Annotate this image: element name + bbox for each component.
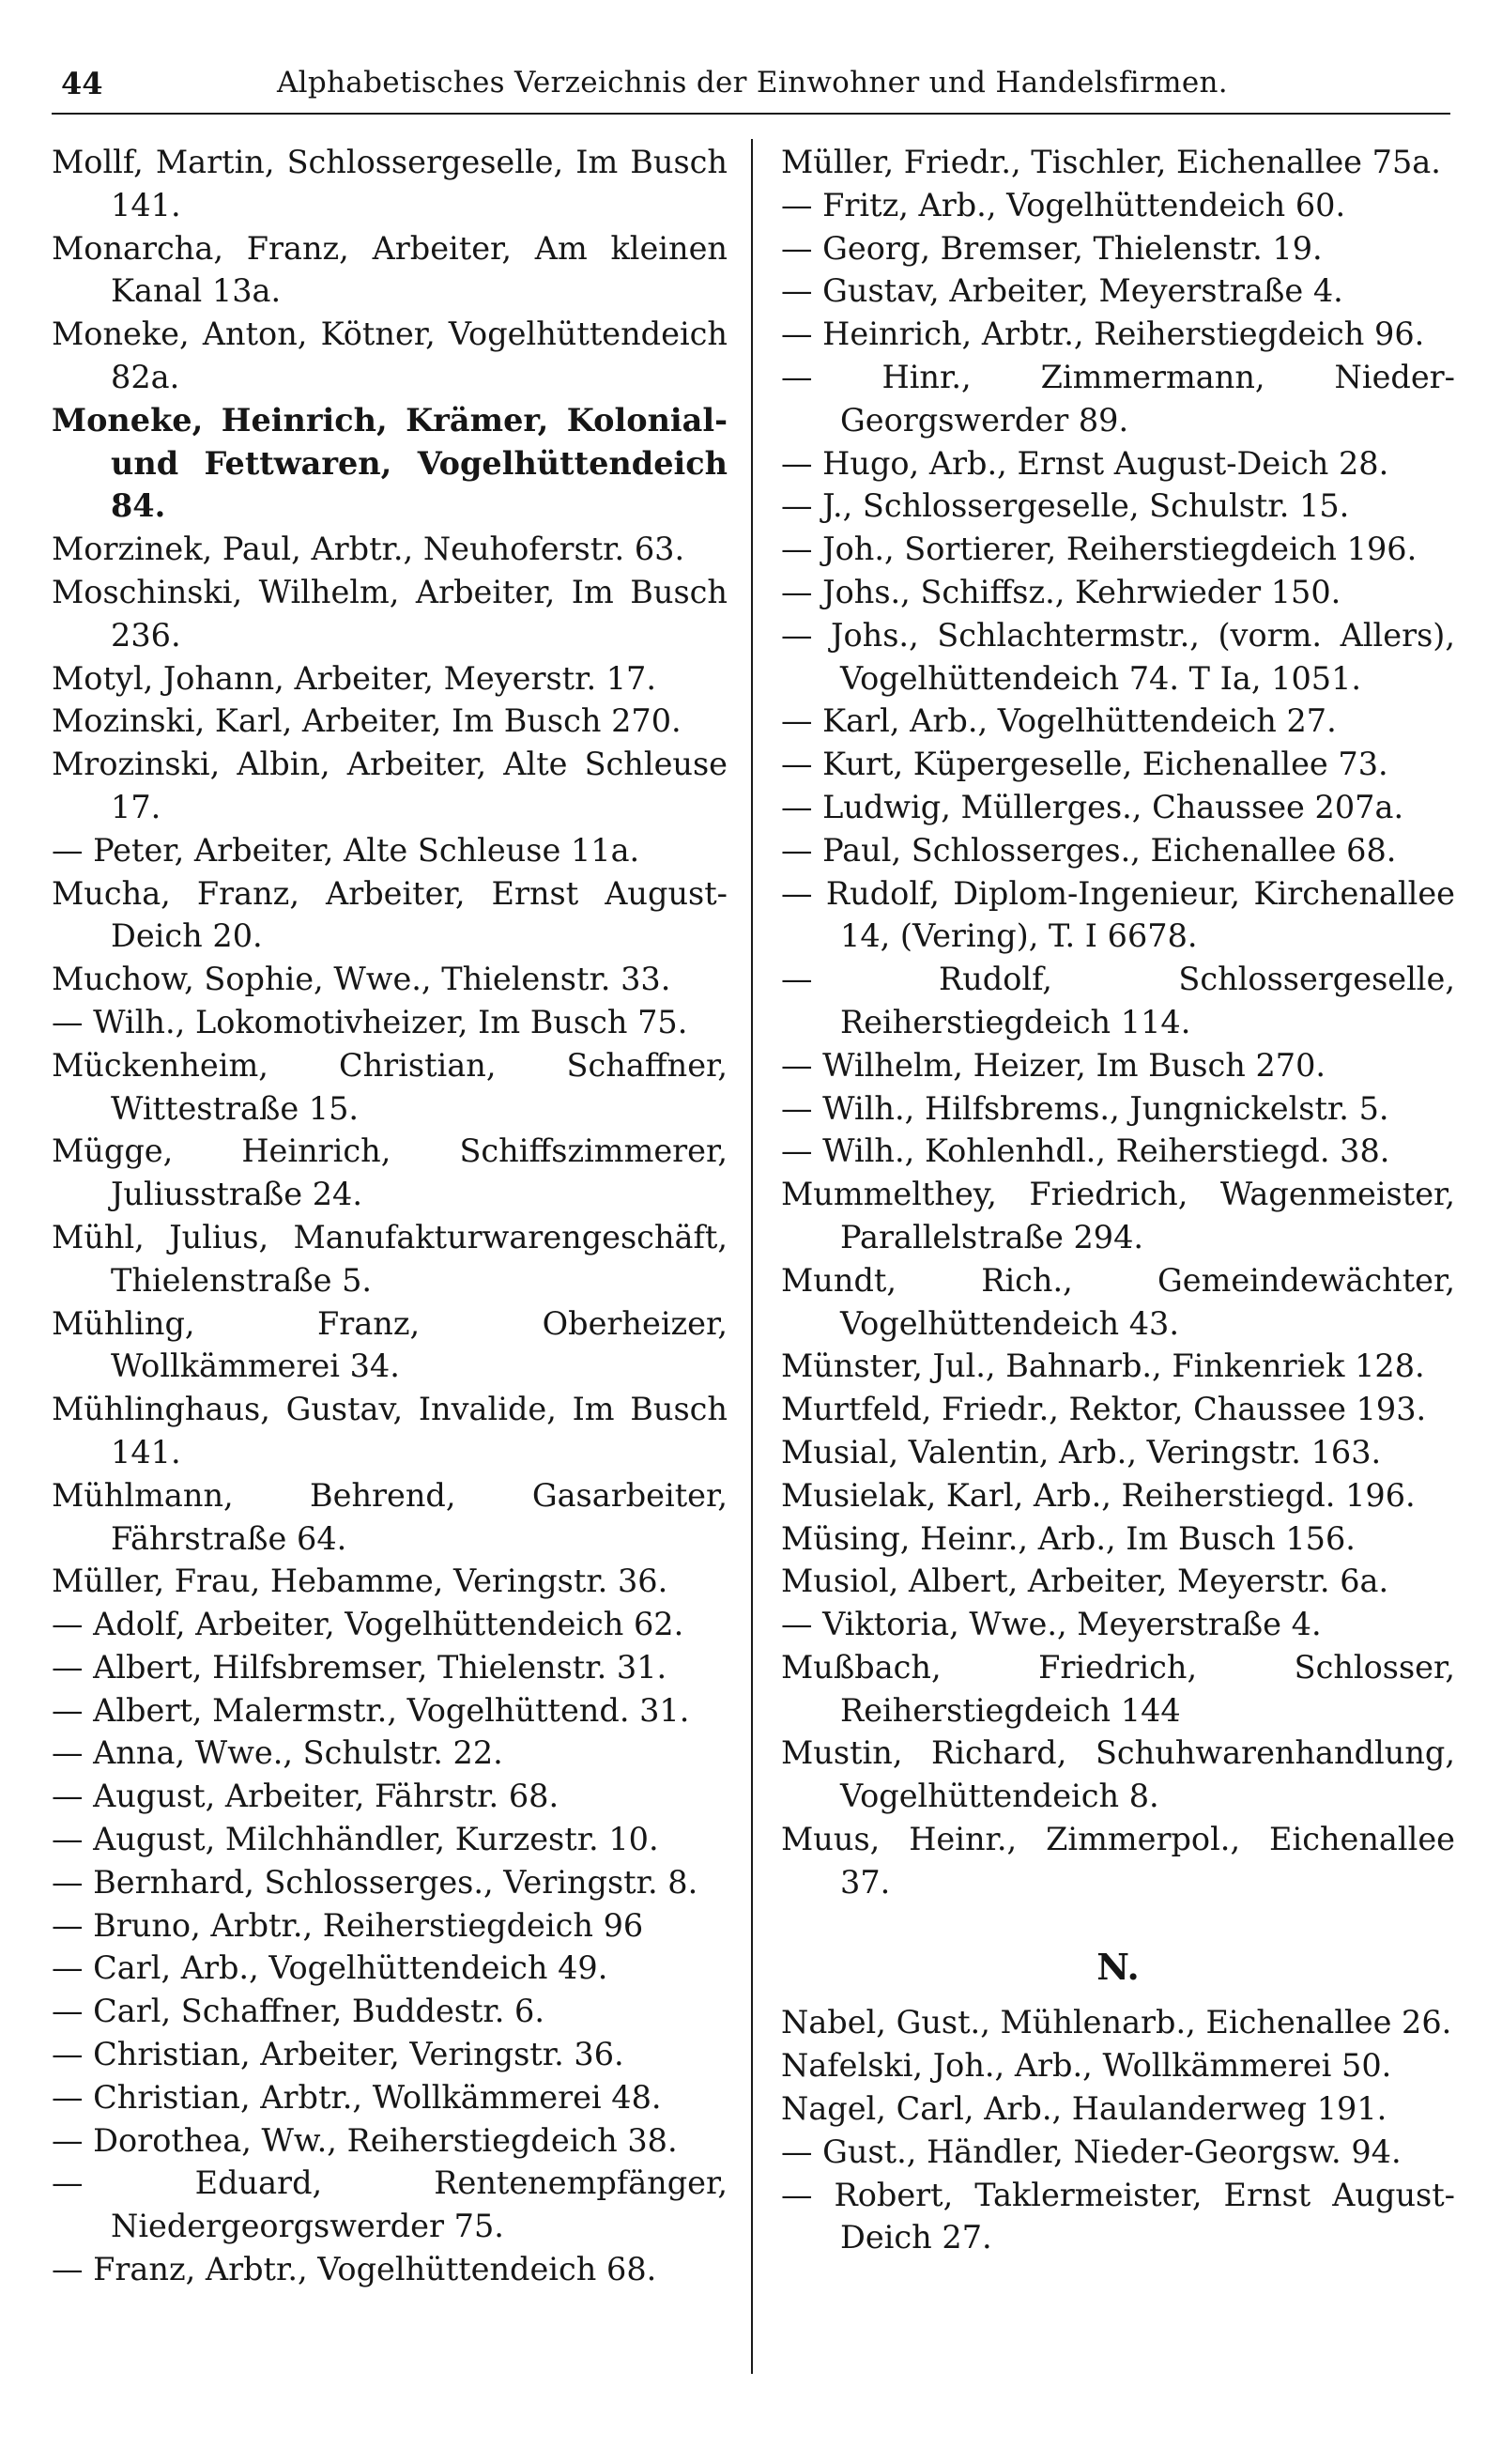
directory-entry: — Johs., Schiffsz., Kehrwieder 150. bbox=[781, 573, 1341, 610]
directory-entry: — Joh., Sortierer, Reiherstiegdeich 196. bbox=[781, 531, 1418, 568]
directory-entry: Muus, Heinr., Zimmerpol., Eichenallee 37. bbox=[781, 1821, 1455, 1901]
directory-entry: Musielak, Karl, Arb., Reiherstiegd. 196. bbox=[781, 1476, 1416, 1514]
directory-entry: — Bernhard, Schlosserges., Veringstr. 8. bbox=[52, 1863, 698, 1901]
directory-entry: Musiol, Albert, Arbeiter, Meyerstr. 6a. bbox=[781, 1563, 1389, 1600]
directory-entry: — Christian, Arbeiter, Veringstr. 36. bbox=[52, 2036, 624, 2073]
directory-entry: — Peter, Arbeiter, Alte Schleuse 11a. bbox=[52, 831, 640, 869]
section-heading-n: N. bbox=[1096, 1945, 1140, 1988]
directory-entry: — Rudolf, Diplom-Ingenieur, Kirchenallee 14, (Vering), T. I 6678. bbox=[781, 874, 1455, 955]
directory-entry: — Hugo, Arb., Ernst August-Deich 28. bbox=[781, 444, 1389, 482]
directory-entry: — Bruno, Arbtr., Reiherstiegdeich 96 bbox=[52, 1906, 644, 1944]
directory-entry: — August, Milchhändler, Kurzestr. 10. bbox=[52, 1821, 659, 1858]
directory-entry: Mückenheim, Christian, Schaffner, Wittestraße 15. bbox=[52, 1046, 728, 1127]
directory-entry: Motyl, Johann, Arbeiter, Meyerstr. 17. bbox=[52, 659, 657, 697]
directory-entry: Müsing, Heinr., Arb., Im Busch 156. bbox=[781, 1519, 1356, 1557]
directory-entry: Mrozinski, Albin, Arbeiter, Alte Schleuse 17. bbox=[52, 746, 728, 825]
directory-entry: — Hinr., Zimmermann, Nieder-Georgswerder 89. bbox=[781, 358, 1455, 439]
directory-entry: — Wilh., Hilfsbrems., Jungnickelstr. 5. bbox=[781, 1089, 1389, 1127]
directory-entry: — Wilh., Lokomotivheizer, Im Busch 75. bbox=[52, 1003, 688, 1040]
directory-entry: — Rudolf, Schlossergeselle, Reiherstiegdeich 114. bbox=[781, 961, 1455, 1040]
directory-entry: — Albert, Hilfsbremser, Thielenstr. 31. bbox=[52, 1648, 667, 1686]
directory-entry: — Eduard, Rentenempfänger, Niedergeorgswerder 75. bbox=[52, 2164, 728, 2245]
left-column bbox=[52, 141, 728, 2291]
directory-entry: — Franz, Arbtr., Vogelhüttendeich 68. bbox=[52, 2251, 657, 2288]
directory-entry: — Christian, Arbtr., Wollkämmerei 48. bbox=[52, 2078, 662, 2116]
directory-entry: Morzinek, Paul, Arbtr., Neuhoferstr. 63. bbox=[52, 531, 685, 568]
directory-entry: — Ludwig, Müllerges., Chaussee 207a. bbox=[781, 788, 1404, 825]
directory-entry: — Viktoria, Wwe., Meyerstraße 4. bbox=[781, 1606, 1322, 1643]
directory-entry: Murtfeld, Friedr., Rektor, Chaussee 193. bbox=[781, 1391, 1427, 1428]
directory-entry: Münster, Jul., Bahnarb., Finkenriek 128. bbox=[781, 1348, 1425, 1385]
directory-entry: Mustin, Richard, Schuhwarenhandlung, Vogelhüttendeich 8. bbox=[781, 1734, 1455, 1815]
directory-entry: Moneke, Anton, Kötner, Vogelhüttendeich 82a. bbox=[52, 316, 728, 395]
directory-entry: Mozinski, Karl, Arbeiter, Im Busch 270. bbox=[52, 702, 682, 740]
directory-entry: Musial, Valentin, Arb., Veringstr. 163. bbox=[781, 1433, 1382, 1471]
directory-entry: — August, Arbeiter, Fährstr. 68. bbox=[52, 1778, 559, 1815]
directory-entry: Muchow, Sophie, Wwe., Thielenstr. 33. bbox=[52, 961, 671, 998]
directory-entry: — Johs., Schlachtermstr., (vorm. Allers), Vogelhüttendeich 74. T Ia, 1051. bbox=[781, 616, 1455, 697]
page-number: 44 bbox=[61, 66, 103, 101]
directory-entry: Monarcha, Franz, Arbeiter, Am kleinen Kanal 13a. bbox=[52, 229, 728, 310]
directory-entry: — Kurt, Küpergeselle, Eichenallee 73. bbox=[781, 746, 1388, 783]
page-header bbox=[52, 56, 1450, 115]
directory-entry: Moschinski, Wilhelm, Arbeiter, Im Busch 236. bbox=[52, 573, 728, 654]
directory-entry: — Anna, Wwe., Schulstr. 22. bbox=[52, 1734, 503, 1772]
directory-entry: — Albert, Malermstr., Vogelhüttend. 31. bbox=[52, 1691, 690, 1729]
directory-entry: — Carl, Schaffner, Buddestr. 6. bbox=[52, 1993, 545, 2030]
directory-entry: Nafelski, Joh., Arb., Wollkämmerei 50. bbox=[781, 2047, 1392, 2085]
directory-entry: Mucha, Franz, Arbeiter, Ernst August-Deich 20. bbox=[52, 874, 728, 955]
directory-entry: Mundt, Rich., Gemeindewächter, Vogelhüttendeich 43. bbox=[781, 1261, 1455, 1342]
right-column-entries bbox=[781, 141, 1455, 1904]
directory-entry: — Gust., Händler, Nieder-Georgsw. 94. bbox=[781, 2133, 1402, 2170]
column-divider bbox=[751, 139, 753, 2374]
directory-entry: — Robert, Taklermeister, Ernst August-Deich 27. bbox=[781, 2176, 1455, 2256]
section-n-entries bbox=[781, 2001, 1455, 2259]
directory-entry: — Wilhelm, Heizer, Im Busch 270. bbox=[781, 1046, 1326, 1084]
directory-entry: — J., Schlossergeselle, Schulstr. 15. bbox=[781, 487, 1350, 525]
directory-entry: Mühling, Franz, Oberheizer, Wollkämmerei 34. bbox=[52, 1304, 728, 1385]
directory-entry: Müller, Friedr., Tischler, Eichenallee 75a. bbox=[781, 144, 1441, 180]
directory-entry: Mollf, Martin, Schlossergeselle, Im Busch 141. bbox=[52, 144, 728, 223]
directory-entry: Mummelthey, Friedrich, Wagenmeister, Parallelstraße 294. bbox=[781, 1176, 1455, 1255]
directory-entry: — Karl, Arb., Vogelhüttendeich 27. bbox=[781, 702, 1337, 740]
directory-entry: — Carl, Arb., Vogelhüttendeich 49. bbox=[52, 1949, 608, 1987]
directory-entry: Moneke, Heinrich, Krämer, Kolonial- und Fettwaren, Vogelhüttendeich 84. bbox=[52, 401, 728, 525]
directory-entry: — Georg, Bremser, Thielenstr. 19. bbox=[781, 229, 1323, 267]
directory-entry: Mußbach, Friedrich, Schlosser, Reiherstiegdeich 144 bbox=[781, 1648, 1455, 1729]
directory-entry: — Heinrich, Arbtr., Reiherstiegdeich 96. bbox=[781, 316, 1425, 353]
directory-entry: — Dorothea, Ww., Reiherstiegdeich 38. bbox=[52, 2121, 678, 2159]
directory-entry: Nabel, Gust., Mühlenarb., Eichenallee 26. bbox=[781, 2004, 1452, 2041]
directory-entry: — Adolf, Arbeiter, Vogelhüttendeich 62. bbox=[52, 1606, 684, 1643]
directory-entry: — Wilh., Kohlenhdl., Reiherstiegd. 38. bbox=[781, 1132, 1390, 1170]
directory-entry: — Paul, Schlosserges., Eichenallee 68. bbox=[781, 831, 1397, 869]
directory-entry: — Fritz, Arb., Vogelhüttendeich 60. bbox=[781, 186, 1346, 223]
directory-entry: Müller, Frau, Hebamme, Veringstr. 36. bbox=[52, 1563, 668, 1600]
directory-entry: Mühlmann, Behrend, Gasarbeiter, Fährstraße 64. bbox=[52, 1476, 728, 1557]
directory-entry: — Gustav, Arbeiter, Meyerstraße 4. bbox=[781, 272, 1343, 310]
right-column bbox=[781, 141, 1455, 2259]
directory-entry: Mühlinghaus, Gustav, Invalide, Im Busch 141. bbox=[52, 1391, 728, 1471]
directory-entry: Mühl, Julius, Manufakturwarengeschäft, Thielenstraße 5. bbox=[52, 1218, 728, 1299]
running-head: Alphabetisches Verzeichnis der Einwohner und Handelsfirmen. bbox=[277, 66, 1228, 100]
directory-entry: Mügge, Heinrich, Schiffszimmerer, Juliusstraße 24. bbox=[52, 1132, 728, 1213]
directory-entry: Nagel, Carl, Arb., Haulanderweg 191. bbox=[781, 2090, 1387, 2128]
